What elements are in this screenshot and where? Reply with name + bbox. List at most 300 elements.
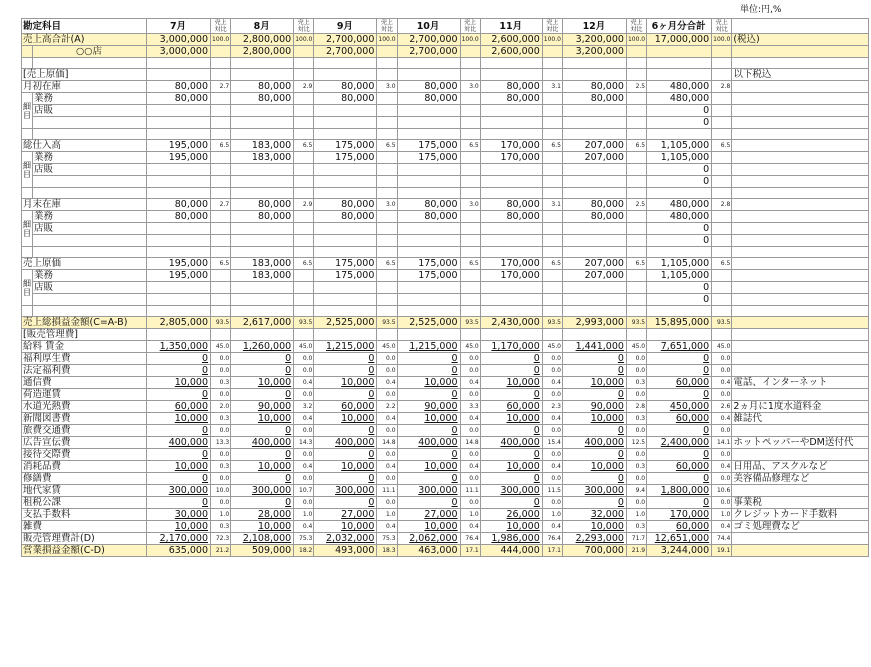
value-cell: 2,700,000: [397, 34, 460, 46]
value-cell: 10,000: [231, 521, 294, 533]
value-cell: 80,000: [397, 93, 460, 105]
empty-cell: [294, 69, 314, 81]
value-cell: 183,000: [231, 140, 294, 152]
value-cell: 2,525,000: [397, 317, 460, 329]
total-cell: 480,000: [647, 81, 712, 93]
empty-cell: [460, 58, 480, 69]
value-cell: [231, 105, 294, 117]
empty-cell: [294, 164, 314, 176]
value-cell: [480, 117, 542, 129]
value-cell: 0: [314, 353, 377, 365]
ratio-cell: 0.0: [542, 353, 562, 365]
empty-cell: [732, 19, 869, 34]
ratio-cell: 100.0: [294, 34, 314, 46]
empty-cell: [460, 69, 480, 81]
empty-cell: [460, 329, 480, 341]
empty-cell: [732, 235, 869, 247]
value-cell: 10,000: [480, 521, 542, 533]
empty-cell: [647, 329, 712, 341]
ratio-cell: 21.9: [626, 545, 646, 557]
value-cell: [480, 294, 542, 306]
value-cell: [480, 235, 542, 247]
empty-cell: [22, 188, 33, 199]
value-cell: 10,000: [231, 413, 294, 425]
row-label: 新聞図書費: [22, 413, 147, 425]
value-cell: 300,000: [147, 485, 211, 497]
empty-cell: [712, 164, 732, 176]
unit-note: 単位:円,%: [740, 5, 782, 15]
total-cell: 0: [647, 389, 712, 401]
ratio-cell: 2.7: [211, 81, 231, 93]
empty-cell: [732, 176, 869, 188]
value-cell: 0: [562, 353, 626, 365]
empty-cell: [22, 306, 33, 317]
empty-cell: [732, 81, 869, 93]
value-cell: 175,000: [314, 270, 377, 282]
total-cell: 60,000: [647, 377, 712, 389]
value-cell: 0: [231, 449, 294, 461]
empty-cell: [211, 176, 231, 188]
total-cell: 2,400,000: [647, 437, 712, 449]
note-cell: 美容備品修理など: [732, 473, 869, 485]
sga-row: [22, 533, 869, 545]
empty-cell: [732, 317, 869, 329]
ratio-cell: 0.0: [211, 389, 231, 401]
ratio-cell: 2.8: [626, 401, 646, 413]
detail-label: 細目: [22, 211, 33, 247]
empty-cell: [211, 247, 231, 258]
value-cell: 2,700,000: [314, 34, 377, 46]
ratio-cell: 9.4: [626, 485, 646, 497]
empty-cell: [647, 129, 712, 140]
value-cell: 10,000: [231, 377, 294, 389]
ratio-cell: 0.4: [460, 413, 480, 425]
spacer-row: [22, 247, 869, 258]
empty-cell: [732, 188, 869, 199]
empty-cell: [732, 199, 869, 211]
empty-cell: [460, 46, 480, 58]
cogs-sub-row: [22, 211, 869, 223]
sub-label: 店販: [33, 164, 147, 176]
empty-cell: [626, 69, 646, 81]
ratio-cell: 93.5: [211, 317, 231, 329]
empty-cell: [712, 247, 732, 258]
ratio-cell: 0.0: [460, 425, 480, 437]
empty-cell: [377, 270, 397, 282]
empty-cell: [377, 247, 397, 258]
row-label: 租税公課: [22, 497, 147, 509]
value-cell: 0: [147, 389, 211, 401]
value-cell: 2,525,000: [314, 317, 377, 329]
header-month: 12月: [562, 19, 626, 34]
value-cell: [147, 235, 211, 247]
sub-label: [33, 176, 147, 188]
ratio-cell: 0.0: [294, 425, 314, 437]
value-cell: [562, 294, 626, 306]
value-cell: 80,000: [562, 81, 626, 93]
value-cell: 400,000: [231, 437, 294, 449]
empty-cell: [211, 93, 231, 105]
sub-label: 業務: [33, 211, 147, 223]
ratio-cell: 74.4: [712, 533, 732, 545]
sub-label: 業務: [33, 93, 147, 105]
ratio-cell: 11.1: [377, 485, 397, 497]
ratio-cell: 45.0: [626, 341, 646, 353]
ratio-cell: 0.0: [294, 365, 314, 377]
sub-label: 店販: [33, 105, 147, 117]
ratio-cell: 10.6: [712, 485, 732, 497]
empty-cell: [211, 329, 231, 341]
value-cell: 80,000: [314, 211, 377, 223]
value-cell: 10,000: [231, 461, 294, 473]
empty-cell: [562, 58, 626, 69]
note-cell: ゴミ処理費など: [732, 521, 869, 533]
total-cell: 0: [647, 282, 712, 294]
value-cell: 183,000: [231, 270, 294, 282]
detail-label: 細目: [22, 93, 33, 129]
note-cell: クレジットカード手数料: [732, 509, 869, 521]
empty-cell: [712, 117, 732, 129]
value-cell: 80,000: [480, 211, 542, 223]
value-cell: 2,062,000: [397, 533, 460, 545]
empty-cell: [314, 69, 377, 81]
ratio-cell: 0.0: [377, 473, 397, 485]
cogs-sub-row: [22, 223, 869, 235]
ratio-cell: 0.0: [542, 425, 562, 437]
cogs-sub-row: [22, 282, 869, 294]
empty-cell: [542, 223, 562, 235]
value-cell: 80,000: [480, 93, 542, 105]
ratio-cell: 3.1: [542, 199, 562, 211]
row-label: 販売管理費計(D): [22, 533, 147, 545]
ratio-cell: 1.0: [460, 509, 480, 521]
value-cell: 80,000: [147, 81, 211, 93]
value-cell: 80,000: [562, 199, 626, 211]
value-cell: [231, 117, 294, 129]
ratio-cell: 1.0: [542, 509, 562, 521]
sga-row: [22, 473, 869, 485]
value-cell: 175,000: [314, 140, 377, 152]
empty-cell: [397, 329, 460, 341]
empty-cell: [147, 329, 211, 341]
cogs-sub-row: [22, 176, 869, 188]
empty-cell: [626, 188, 646, 199]
sga-row: [22, 485, 869, 497]
ratio-cell: 75.3: [294, 533, 314, 545]
sga-row: [22, 341, 869, 353]
row-label: 地代家賃: [22, 485, 147, 497]
ratio-cell: 0.0: [211, 365, 231, 377]
ratio-cell: 0.0: [626, 389, 646, 401]
empty-cell: [294, 247, 314, 258]
empty-cell: [397, 306, 460, 317]
empty-cell: [626, 270, 646, 282]
empty-cell: [147, 188, 211, 199]
header-ratio: 売上対比: [542, 19, 562, 34]
ratio-cell: 3.0: [377, 199, 397, 211]
empty-cell: [542, 176, 562, 188]
value-cell: 10,000: [314, 521, 377, 533]
row-label: 接待交際費: [22, 449, 147, 461]
ratio-cell: 45.0: [294, 341, 314, 353]
value-cell: [562, 223, 626, 235]
value-cell: 30,000: [147, 509, 211, 521]
spacer-row: [22, 188, 869, 199]
empty-cell: [211, 223, 231, 235]
ratio-cell: 17.1: [542, 545, 562, 557]
empty-cell: [231, 329, 294, 341]
empty-cell: [211, 188, 231, 199]
value-cell: 300,000: [231, 485, 294, 497]
sga-row: [22, 365, 869, 377]
empty-cell: [211, 58, 231, 69]
value-cell: 10,000: [147, 413, 211, 425]
empty-cell: [377, 235, 397, 247]
value-cell: 170,000: [480, 258, 542, 270]
cogs-sub-row: [22, 294, 869, 306]
empty-cell: [377, 117, 397, 129]
empty-cell: [147, 306, 211, 317]
empty-cell: [377, 152, 397, 164]
ratio-cell: 6.5: [626, 140, 646, 152]
ratio-cell: 0.4: [377, 413, 397, 425]
row-label: 売上総損益金額(C=A-B): [22, 317, 147, 329]
total-cell: 450,000: [647, 401, 712, 413]
empty-cell: [294, 46, 314, 58]
empty-cell: [626, 129, 646, 140]
value-cell: 80,000: [147, 211, 211, 223]
value-cell: 10,000: [147, 521, 211, 533]
value-cell: [480, 176, 542, 188]
value-cell: [147, 117, 211, 129]
empty-cell: [460, 235, 480, 247]
value-cell: 300,000: [480, 485, 542, 497]
note-cell: [732, 389, 869, 401]
empty-cell: [294, 93, 314, 105]
value-cell: 400,000: [314, 437, 377, 449]
empty-cell: [460, 247, 480, 258]
ratio-cell: 0.0: [460, 449, 480, 461]
ratio-cell: 6.5: [377, 140, 397, 152]
store-label: ○○店: [33, 46, 147, 58]
value-cell: 10,000: [562, 521, 626, 533]
ratio-cell: 93.5: [377, 317, 397, 329]
value-cell: 400,000: [480, 437, 542, 449]
ratio-cell: 10.7: [294, 485, 314, 497]
ratio-cell: 0.0: [542, 365, 562, 377]
value-cell: 0: [562, 473, 626, 485]
value-cell: 10,000: [314, 377, 377, 389]
ratio-cell: 14.1: [712, 437, 732, 449]
empty-cell: [626, 294, 646, 306]
value-cell: 0: [314, 365, 377, 377]
value-cell: [397, 117, 460, 129]
empty-cell: [562, 306, 626, 317]
empty-cell: [480, 58, 542, 69]
empty-cell: [211, 152, 231, 164]
value-cell: 0: [147, 497, 211, 509]
value-cell: 90,000: [397, 401, 460, 413]
empty-cell: [211, 129, 231, 140]
total-cell: 1,105,000: [647, 258, 712, 270]
empty-cell: [33, 306, 147, 317]
ratio-cell: 76.4: [542, 533, 562, 545]
ratio-cell: 0.0: [294, 497, 314, 509]
value-cell: 175,000: [397, 270, 460, 282]
empty-cell: [294, 105, 314, 117]
ratio-cell: 0.0: [294, 389, 314, 401]
value-cell: 80,000: [231, 199, 294, 211]
value-cell: 90,000: [562, 401, 626, 413]
value-cell: 10,000: [147, 377, 211, 389]
empty-cell: [211, 164, 231, 176]
empty-cell: [542, 58, 562, 69]
empty-cell: [542, 105, 562, 117]
ratio-cell: 0.4: [542, 413, 562, 425]
empty-cell: [712, 69, 732, 81]
sales-total-row: [22, 34, 869, 46]
empty-cell: [542, 270, 562, 282]
value-cell: [397, 164, 460, 176]
gross-profit-row: [22, 317, 869, 329]
empty-cell: [294, 129, 314, 140]
total-cell: 0: [647, 353, 712, 365]
empty-cell: [231, 247, 294, 258]
note-cell: [732, 485, 869, 497]
ratio-cell: 72.3: [211, 533, 231, 545]
ratio-cell: 0.0: [712, 473, 732, 485]
row-label: 修繕費: [22, 473, 147, 485]
value-cell: 2,805,000: [147, 317, 211, 329]
empty-cell: [562, 188, 626, 199]
empty-cell: [542, 235, 562, 247]
empty-cell: [460, 294, 480, 306]
empty-cell: [712, 211, 732, 223]
empty-cell: [626, 247, 646, 258]
value-cell: 170,000: [480, 152, 542, 164]
value-cell: 0: [480, 365, 542, 377]
ratio-cell: 3.0: [377, 81, 397, 93]
value-cell: [314, 176, 377, 188]
empty-cell: [314, 329, 377, 341]
empty-cell: [626, 329, 646, 341]
empty-cell: [626, 117, 646, 129]
value-cell: 10,000: [397, 521, 460, 533]
value-cell: 0: [147, 449, 211, 461]
empty-cell: [294, 270, 314, 282]
ratio-cell: 1.0: [211, 509, 231, 521]
value-cell: 10,000: [314, 461, 377, 473]
value-cell: 80,000: [231, 81, 294, 93]
total-cell: 0: [647, 497, 712, 509]
note-cell: 以下税込: [732, 69, 869, 81]
sub-label: [33, 294, 147, 306]
detail-label: 細目: [22, 152, 33, 188]
empty-cell: [542, 306, 562, 317]
cogs-main-row: [22, 81, 869, 93]
ratio-cell: 6.5: [294, 140, 314, 152]
empty-cell: [732, 164, 869, 176]
ratio-cell: 75.3: [377, 533, 397, 545]
value-cell: 195,000: [147, 258, 211, 270]
sga-row: [22, 509, 869, 521]
sga-row: [22, 425, 869, 437]
value-cell: 0: [397, 473, 460, 485]
total-cell: 1,105,000: [647, 270, 712, 282]
header-ratio: 売上対比: [294, 19, 314, 34]
value-cell: 0: [314, 497, 377, 509]
ratio-cell: 100.0: [460, 34, 480, 46]
empty-cell: [542, 129, 562, 140]
ratio-cell: 0.0: [211, 353, 231, 365]
ratio-cell: 0.0: [460, 389, 480, 401]
empty-cell: [460, 282, 480, 294]
ratio-cell: 6.5: [712, 140, 732, 152]
value-cell: 2,993,000: [562, 317, 626, 329]
empty-cell: [480, 306, 542, 317]
ratio-cell: 0.0: [294, 353, 314, 365]
total-cell: 0: [647, 176, 712, 188]
value-cell: 400,000: [147, 437, 211, 449]
ratio-cell: 17.1: [460, 545, 480, 557]
empty-cell: [22, 58, 33, 69]
value-cell: 10,000: [480, 413, 542, 425]
empty-cell: [211, 235, 231, 247]
empty-cell: [294, 58, 314, 69]
sga-row: [22, 377, 869, 389]
ratio-cell: 19.1: [712, 545, 732, 557]
value-cell: 0: [231, 353, 294, 365]
ratio-cell: 0.4: [712, 413, 732, 425]
ratio-cell: 0.0: [460, 353, 480, 365]
empty-cell: [542, 117, 562, 129]
value-cell: 0: [562, 425, 626, 437]
value-cell: 80,000: [397, 199, 460, 211]
total-cell: 60,000: [647, 521, 712, 533]
value-cell: 0: [231, 497, 294, 509]
total-cell: 17,000,000: [647, 34, 712, 46]
total-cell: 3,244,000: [647, 545, 712, 557]
value-cell: 700,000: [562, 545, 626, 557]
value-cell: 0: [397, 449, 460, 461]
cogs-sub-row: [22, 164, 869, 176]
empty-cell: [712, 306, 732, 317]
spacer-row: [22, 58, 869, 69]
ratio-cell: 100.0: [377, 34, 397, 46]
value-cell: 1,441,000: [562, 341, 626, 353]
empty-cell: [314, 188, 377, 199]
ratio-cell: 45.0: [712, 341, 732, 353]
ratio-cell: 2.5: [626, 81, 646, 93]
header-ratio: 売上対比: [626, 19, 646, 34]
sga-row: [22, 353, 869, 365]
empty-cell: [397, 188, 460, 199]
value-cell: 207,000: [562, 270, 626, 282]
empty-cell: [377, 46, 397, 58]
empty-cell: [732, 270, 869, 282]
ratio-cell: 0.0: [211, 425, 231, 437]
sga-row: [22, 389, 869, 401]
empty-cell: [231, 306, 294, 317]
note-cell: [732, 449, 869, 461]
ratio-cell: 45.0: [211, 341, 231, 353]
header-month: 10月: [397, 19, 460, 34]
value-cell: 80,000: [397, 81, 460, 93]
total-cell: 1,105,000: [647, 152, 712, 164]
ratio-cell: 3.0: [460, 199, 480, 211]
value-cell: 3,000,000: [147, 34, 211, 46]
operating-profit-row: [22, 545, 869, 557]
